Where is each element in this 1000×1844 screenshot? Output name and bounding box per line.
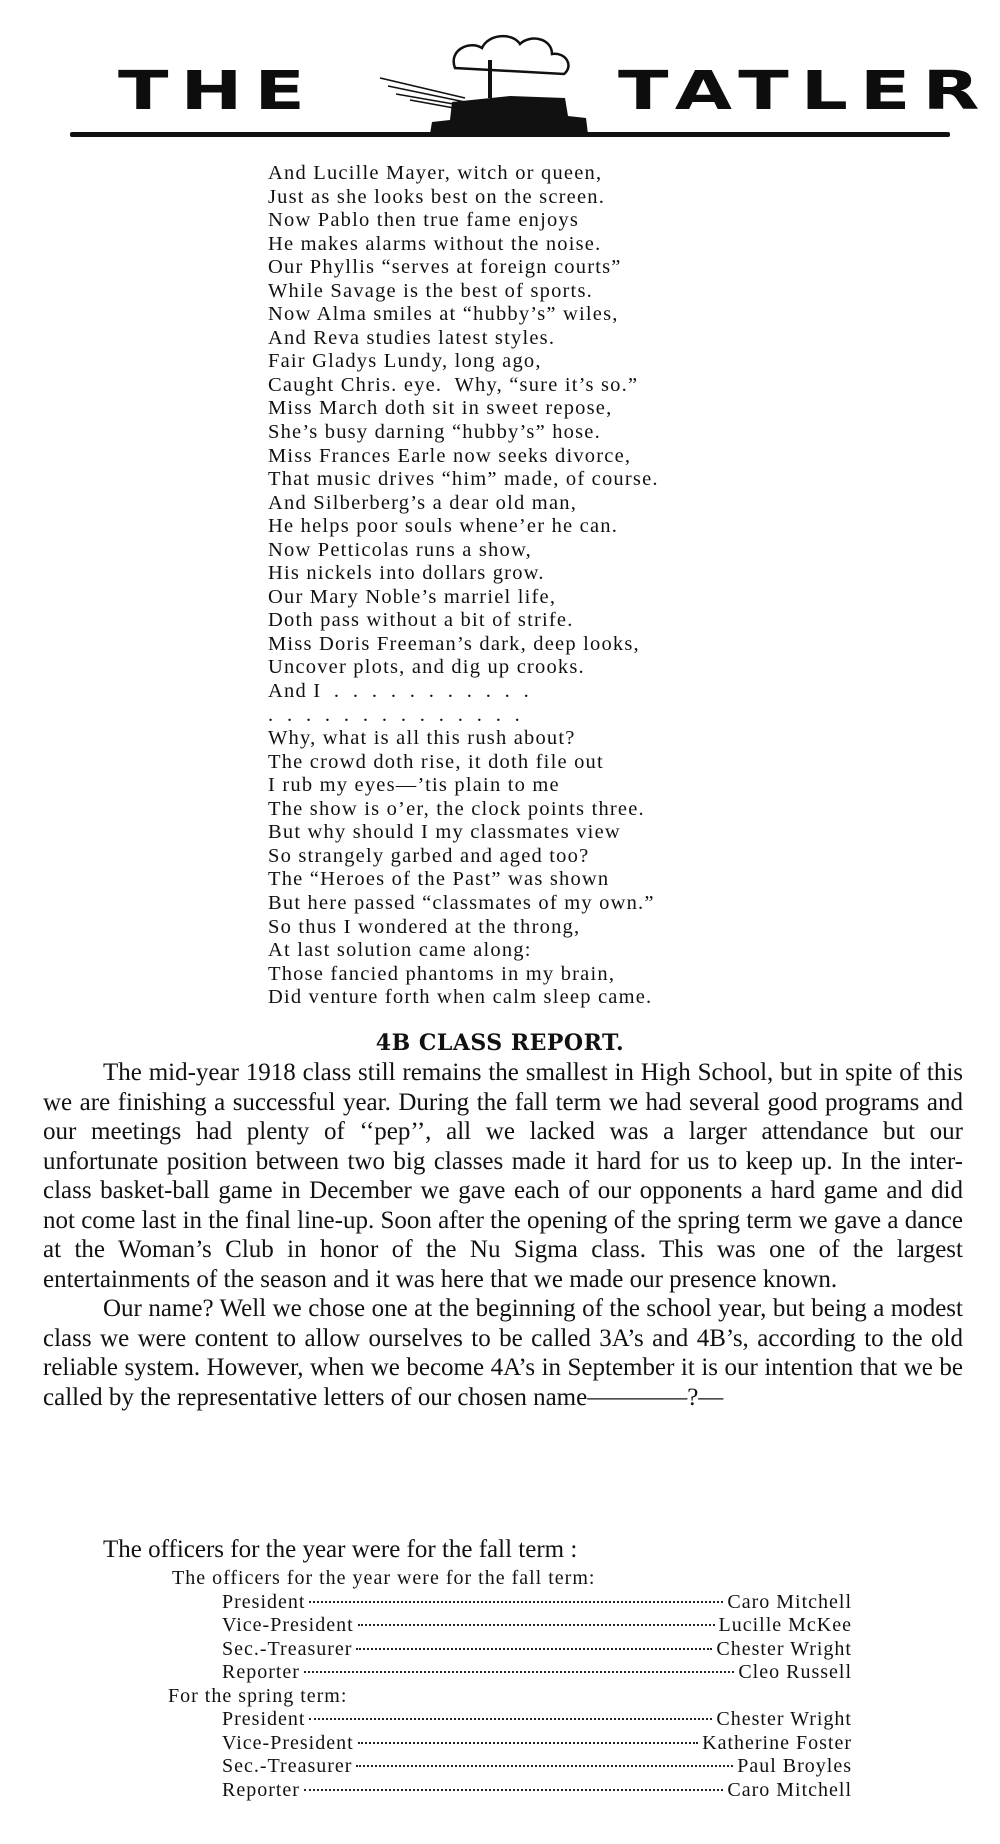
poem-line: He helps poor souls whene’er he can. (268, 515, 619, 538)
officer-row (172, 1614, 852, 1638)
poem-line: Miss March doth sit in sweet repose, (268, 397, 613, 420)
report-body (43, 1058, 963, 1412)
dot-leader (309, 1718, 712, 1720)
poem-line: . . . . . . . . . . . . . . (268, 703, 521, 726)
poem-line: The show is o’er, the clock points three. (268, 797, 645, 820)
officer-row (172, 1638, 852, 1662)
poem-line: And Silberberg’s a dear old man, (268, 491, 578, 514)
poem (268, 162, 659, 1010)
officer-name: Lucille McKee (718, 1614, 852, 1636)
report-title: 4B CLASS REPORT. (375, 1030, 625, 1056)
officer-role: President (222, 1590, 306, 1613)
poem-line: That music drives “him” made, of course. (268, 468, 659, 491)
poem-line: Now Pablo then true fame enjoys (268, 209, 580, 232)
poem-line: Those fancied phantoms in my brain, (268, 962, 616, 985)
poem-line: And Reva studies latest styles. (268, 326, 556, 349)
officer-role: Sec.-Treasurer (222, 1755, 353, 1777)
poem-line: She’s busy darning “hubby’s” hose. (268, 421, 601, 444)
officer-name: Caro Mitchell (727, 1590, 852, 1613)
poem-line: So strangely garbed and aged too? (268, 844, 590, 867)
poem-line: Why, what is all this rush about? (268, 727, 576, 750)
officer-role: Reporter (222, 1778, 300, 1801)
officer-name: Katherine Foster (702, 1731, 852, 1754)
poem-line: The “Heroes of the Past” was shown (268, 868, 610, 891)
poem-line: Caught Chris. eye. Why, “sure it’s so.” (268, 373, 639, 396)
officers-list (168, 1567, 852, 1802)
report-paragraph: Our name? Well we chose one at the beginning of the school year, but being a modest class we were content to allow ourselves to be called 3A’s and 4B’s, according to the old reliable system. However, when we become 4A’s in September it is our intention that we be called by the representative letters of our chosen name————?— (43, 1295, 963, 1411)
poem-line: Just as she looks best on the screen. (268, 185, 606, 208)
poem-line: Our Mary Noble’s marriel life, (268, 585, 557, 608)
masthead-the: THE (118, 60, 317, 122)
officer-name: Cleo Russell (738, 1661, 852, 1683)
dot-leader (304, 1671, 734, 1673)
poem-line: While Savage is the best of sports. (268, 279, 593, 302)
poem-line: Now Petticolas runs a show, (268, 538, 532, 561)
poem-line: The crowd doth rise, it doth file out (268, 750, 604, 773)
poem-line: But here passed “classmates of my own.” (268, 891, 655, 914)
poem-line: I rub my eyes—’tis plain to me (268, 774, 560, 797)
dot-leader (358, 1624, 715, 1626)
officer-role: President (222, 1708, 306, 1730)
officer-row (172, 1755, 852, 1779)
masthead-tatler: TATLER (618, 60, 992, 122)
officer-row (172, 1732, 852, 1756)
poem-line: He makes alarms without the noise. (268, 232, 602, 255)
poem-line: At last solution came along: (268, 939, 532, 962)
officer-role: Sec.-Treasurer (222, 1637, 353, 1660)
poem-line: And I . . . . . . . . . . . (268, 680, 530, 703)
dot-leader (358, 1742, 698, 1744)
poem-line: And Lucille Mayer, witch or queen, (268, 162, 603, 184)
officer-role: Vice-President (222, 1731, 354, 1754)
poem-line: Miss Frances Earle now seeks divorce, (268, 444, 632, 467)
fall-term-heading: The officers for the year were for the fall term: (172, 1567, 596, 1589)
poem-line: Miss Doris Freeman’s dark, deep looks, (268, 632, 640, 655)
masthead-illustration-icon (360, 30, 630, 140)
spring-term-heading: For the spring term: (168, 1684, 348, 1707)
officer-row (172, 1779, 852, 1803)
officer-name: Paul Broyles (737, 1755, 852, 1777)
dot-leader (356, 1648, 712, 1650)
officers-intro-line: The officers for the year were for the fall term : (103, 1536, 578, 1563)
officer-row (172, 1661, 852, 1685)
officer-row (172, 1591, 852, 1615)
poem-line: His nickels into dollars grow. (268, 562, 545, 585)
report-paragraph: The mid-year 1918 class still remains the smallest in High School, but in spite of this we are finishing a successful year. During the fall term we had several good programs and our meetings had plenty of ‘‘pep’’, all we lacked was a larger attendance but our unfortunate position between two big classes made it hard for us to keep up. In the inter-class basket-ball game in December we gave each of our opponents a hard game and did not come last in the final line-up. Soon after the opening of the spring term we gave a dance at the Woman’s Club in honor of the Nu Sigma class. This was one of the largest entertainments of the season and it was here that we made our presence known. (43, 1059, 963, 1293)
officer-name: Caro Mitchell (727, 1778, 852, 1801)
poem-line: Uncover plots, and dig up crooks. (268, 656, 585, 679)
poem-line: Now Alma smiles at “hubby’s” wiles, (268, 303, 619, 326)
officer-name: Chester Wright (716, 1708, 852, 1730)
officer-role: Vice-President (222, 1614, 354, 1636)
masthead-rule (70, 132, 950, 137)
officer-name: Chester Wright (716, 1637, 852, 1660)
masthead (70, 30, 992, 145)
officer-role: Reporter (222, 1661, 300, 1683)
dot-leader (356, 1765, 733, 1767)
poem-line: Fair Gladys Lundy, long ago, (268, 350, 542, 373)
poem-line: So thus I wondered at the throng, (268, 915, 581, 938)
poem-line: Did venture forth when calm sleep came. (268, 986, 653, 1009)
poem-line: Doth pass without a bit of strife. (268, 609, 574, 632)
poem-line: But why should I my classmates view (268, 821, 621, 844)
dot-leader (304, 1789, 723, 1791)
poem-line: Our Phyllis “serves at foreign courts” (268, 256, 622, 279)
officer-row (172, 1708, 852, 1732)
dot-leader (309, 1601, 723, 1603)
